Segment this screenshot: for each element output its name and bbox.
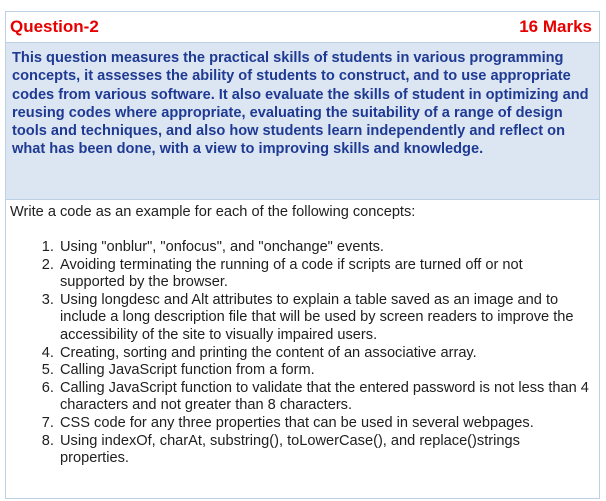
concept-item: 6. Calling JavaScript function to validate that the entered password is not less than 4 characters and not greater than 8 characters.: [58, 380, 591, 415]
concept-item: 5. Calling JavaScript function from a form.: [58, 362, 591, 380]
question-marks: 16 Marks: [519, 17, 592, 36]
question-header: [6, 12, 599, 43]
concept-list: [6, 239, 599, 468]
question-intro: Write a code as an example for each of the following concepts:: [10, 204, 416, 220]
question-title: Question-2: [10, 17, 99, 36]
concept-item: 3. Using longdesc and Alt attributes to explain a table saved as an image and to include a long description file that will be used by screen readers to improve the accessibility of the site to visually impaired users.: [58, 292, 591, 345]
concept-item: 2. Avoiding terminating the running of a code if scripts are turned off or not supported by the browser.: [58, 257, 591, 292]
concept-item: 7. CSS code for any three properties that can be used in several webpages.: [58, 415, 591, 433]
concept-item: 8. Using indexOf, charAt, substring(), toLowerCase(), and replace()strings properties.: [58, 433, 591, 468]
question-card: [5, 11, 600, 499]
concept-item: 4. Creating, sorting and printing the content of an associative array.: [58, 345, 591, 363]
question-description-box: [6, 43, 599, 200]
concept-item: 1. Using "onblur", "onfocus", and "onchange" events.: [58, 239, 591, 257]
question-description: This question measures the practical skills of students in various programming concepts, it assesses the ability of students to construct, and to use appropriate codes from various software. It also evaluate the skills of student in optimizing and reusing codes where appropriate, evaluating the suitability of a range of design tools and techniques, and also how students learn independently and reflect on what has been done, with a view to improving skills and knowledge.: [12, 50, 589, 158]
